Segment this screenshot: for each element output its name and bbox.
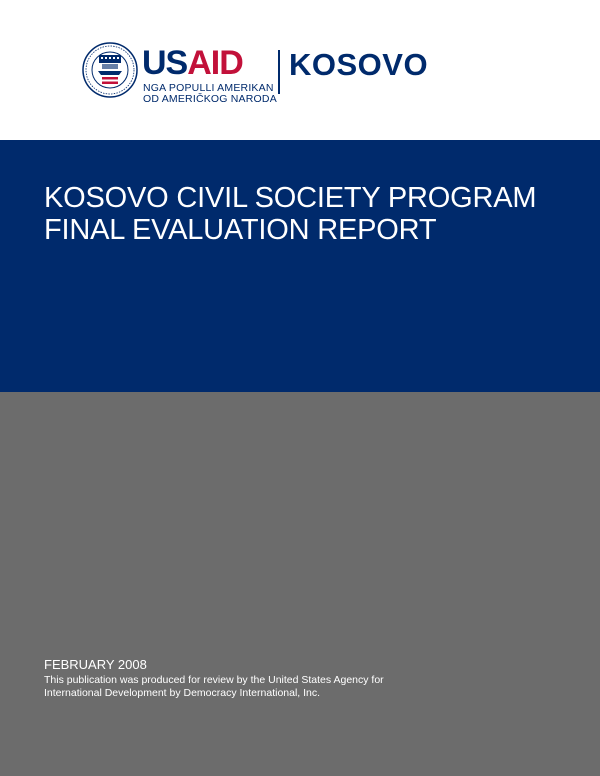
publication-note — [44, 674, 464, 700]
usaid-kosovo-logo — [82, 42, 482, 104]
publication-note-line-1: This publication was produced for review by the United States Agency for — [44, 674, 384, 686]
title-band — [0, 140, 600, 392]
report-title — [44, 182, 536, 246]
logo-divider — [278, 50, 280, 94]
publication-note-line-2: International Development by Democracy International, Inc. — [44, 687, 321, 699]
report-title-line-1: KOSOVO CIVIL SOCIETY PROGRAM — [44, 182, 537, 214]
usaid-wordmark — [142, 46, 243, 80]
usaid-seal-icon — [82, 42, 138, 98]
logo-tagline — [143, 83, 277, 105]
tagline-line-2: OD AMERIČKOG NARODA — [143, 93, 277, 105]
report-title-line-2: FINAL EVALUATION REPORT — [44, 214, 437, 246]
publication-date: FEBRUARY 2008 — [44, 657, 147, 672]
usaid-wordmark-us: US — [142, 44, 188, 82]
header — [0, 0, 600, 140]
footer-band — [0, 392, 600, 776]
country-name: KOSOVO — [289, 47, 429, 82]
tagline-line-1: NGA POPULLI AMERIKAN — [143, 82, 274, 94]
usaid-wordmark-aid: AID — [187, 44, 243, 82]
